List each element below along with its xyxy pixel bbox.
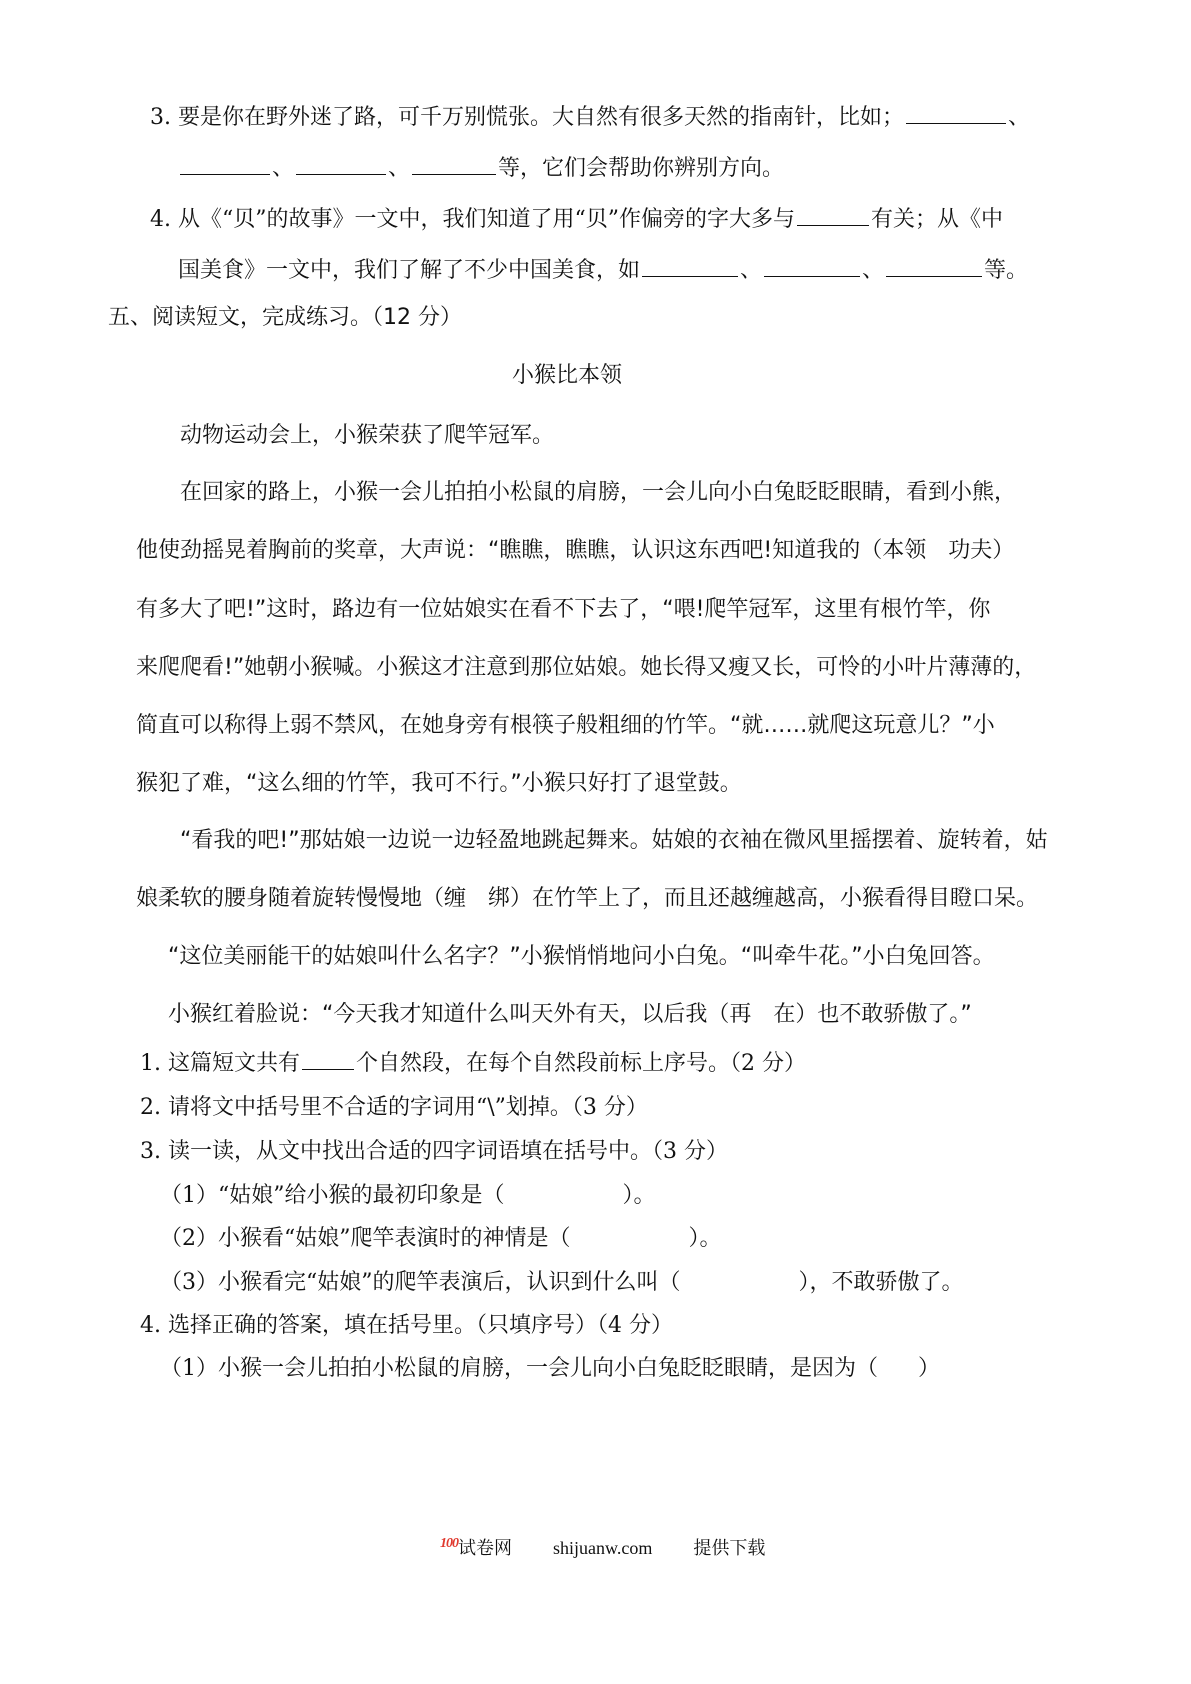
- q3-3-text: （3）小猴看完“姑娘”的爬竿表演后，认识到什么叫（: [160, 1270, 681, 1295]
- question-3-3: [160, 1265, 964, 1296]
- separator: 、: [272, 156, 295, 181]
- answer-blank[interactable]: [642, 254, 738, 277]
- answer-blank[interactable]: [296, 152, 386, 175]
- story-line: “看我的吧!”那姑娘一边说一边轻盈地跳起舞来。姑娘的衣袖在微风里摇摆着、旋转着，姑: [180, 828, 1048, 853]
- answer-blank[interactable]: [764, 254, 860, 277]
- question-2: 2. 请将文中括号里不合适的字词用“\”划掉。（3 分）: [140, 1095, 648, 1120]
- story-line: 来爬爬看!”她朝小猴喊。小猴这才注意到那位姑娘。她长得又瘦又长，可怜的小叶片薄薄的，: [136, 655, 1037, 680]
- answer-blank[interactable]: [180, 152, 270, 175]
- q4-text-end: 有关；从《中: [870, 207, 1003, 232]
- story-line: 在回家的路上，小猴一会儿拍拍小松鼠的肩膀，一会儿向小白兔眨眨眼睛，看到小熊，: [180, 480, 1017, 505]
- question-4: 4. 选择正确的答案，填在括号里。（只填序号）（4 分）: [140, 1313, 673, 1338]
- q4-1-text: （1）小猴一会儿拍拍小松鼠的肩膀，一会儿向小白兔眨眨眼睛，是因为（: [160, 1356, 878, 1381]
- site-link[interactable]: shijuanw.com: [553, 1538, 653, 1558]
- answer-blank[interactable]: [886, 254, 982, 277]
- q4-text: 4. 从《“贝”的故事》一文中，我们知道了用“贝”作偏旁的字大多与: [150, 207, 795, 232]
- separator: 、: [862, 258, 885, 283]
- footer: [440, 1534, 765, 1560]
- story-line: 动物运动会上，小猴荣获了爬竿冠军。: [180, 423, 555, 448]
- q3-2-text: （2）小猴看“姑娘”爬竿表演时的神情是（: [160, 1226, 571, 1251]
- answer-blank[interactable]: [906, 101, 1006, 124]
- logo-text: 试卷网: [458, 1538, 512, 1558]
- answer-blank[interactable]: [797, 203, 869, 226]
- q3-text: 3. 要是你在野外迷了路，可千万别慌张。大自然有很多天然的指南针，比如；: [150, 105, 904, 130]
- story-line: 小猴红着脸说：“今天我才知道什么叫天外有天，以后我（再 在）也不敢骄傲了。”: [168, 1002, 972, 1027]
- story-line: 简直可以称得上弱不禁风，在她身旁有根筷子般粗细的竹竿。“就……就爬这玩意儿？”小: [136, 713, 995, 738]
- q4-text: 国美食》一文中，我们了解了不少中国美食，如: [178, 258, 641, 283]
- separator: 、: [388, 156, 411, 181]
- story-title: 小猴比本领: [512, 363, 623, 388]
- fill-in-q4-line2: [178, 253, 1028, 284]
- section-heading: 五、阅读短文，完成练习。（12 分）: [108, 305, 462, 330]
- question-3-2: [160, 1221, 722, 1252]
- question-3: 3. 读一读，从文中找出合适的四字词语填在括号中。（3 分）: [140, 1139, 728, 1164]
- separator: 、: [1008, 105, 1031, 130]
- fill-in-q4-line1: [150, 202, 1003, 233]
- q1-text: 1. 这篇短文共有: [140, 1051, 300, 1076]
- question-4-1: [160, 1351, 940, 1382]
- answer-blank[interactable]: [302, 1047, 354, 1070]
- q1-text-end: 个自然段，在每个自然段前标上序号。（2 分）: [355, 1051, 806, 1076]
- story-line: 猴犯了难，“这么细的竹竿，我可不行。”小猴只好打了退堂鼓。: [136, 771, 742, 796]
- q3-1-text: （1）“姑娘”给小猴的最初印象是（: [160, 1183, 505, 1208]
- story-line: 他使劲摇晃着胸前的奖章，大声说：“瞧瞧，瞧瞧，认识这东西吧!知道我的（本领 功夫）: [136, 538, 1015, 563]
- logo-100-icon: 100: [440, 1536, 458, 1551]
- q3-text-end: 等，它们会帮助你辨别方向。: [498, 156, 785, 181]
- fill-in-q3-line1: [150, 100, 1030, 131]
- story-line: 娘柔软的腰身随着旋转慢慢地（缠 绑）在竹竿上了，而且还越缠越高，小猴看得目瞪口呆。: [136, 886, 1039, 911]
- answer-blank[interactable]: [412, 152, 496, 175]
- separator: 、: [740, 258, 763, 283]
- q4-1-text-end: ）: [918, 1356, 941, 1381]
- question-1: [140, 1046, 806, 1077]
- story-line: 有多大了吧!”这时，路边有一位姑娘实在看不下去了，“喂!爬竿冠军，这里有根竹竿，你: [136, 597, 991, 622]
- footer-note: 提供下载: [693, 1538, 766, 1558]
- q3-2-text-end: ）。: [688, 1226, 722, 1251]
- q3-3-text-end: ），不敢骄傲了。: [798, 1270, 964, 1295]
- question-3-1: [160, 1178, 656, 1209]
- q3-1-text-end: ）。: [622, 1183, 656, 1208]
- q4-text-end: 等。: [984, 258, 1029, 283]
- fill-in-q3-line2: [178, 151, 784, 182]
- story-line: “这位美丽能干的姑娘叫什么名字？”小猴悄悄地问小白兔。“叫牵牛花。”小白兔回答。: [168, 944, 995, 969]
